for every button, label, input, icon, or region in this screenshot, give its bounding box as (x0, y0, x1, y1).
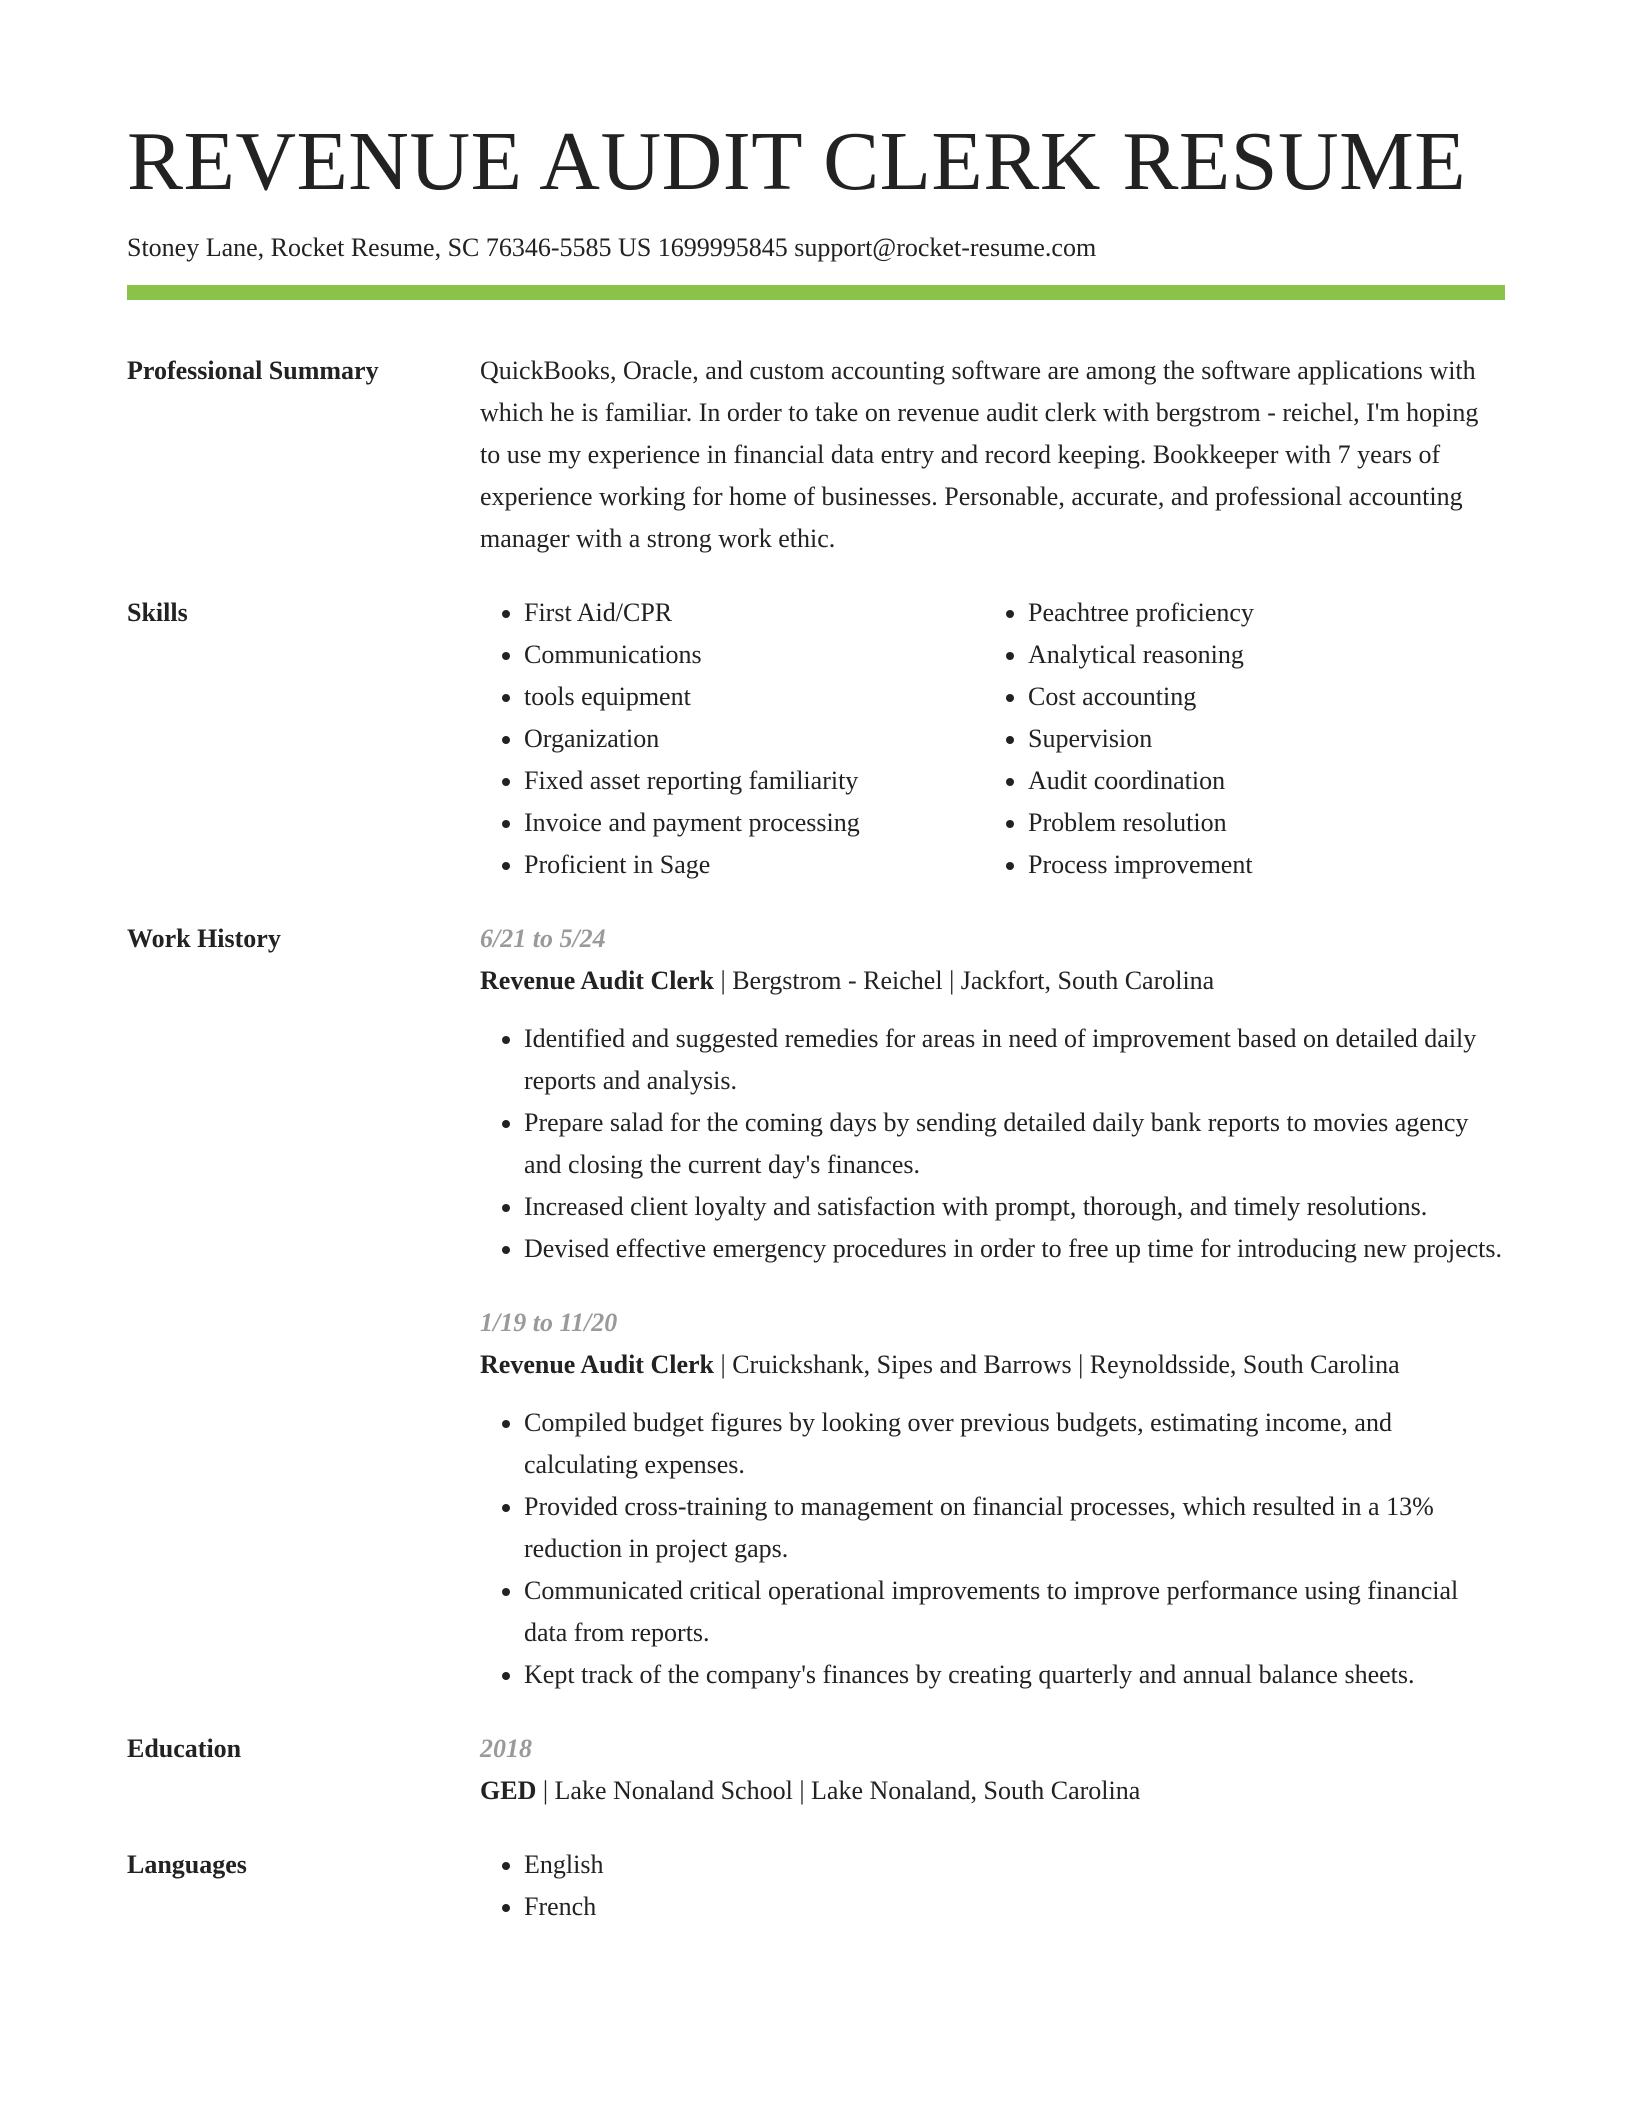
skills-label: Skills (127, 598, 188, 628)
skill-item: • Fixed asset reporting familiarity (524, 760, 984, 802)
skill-item: • Supervision (1028, 718, 1254, 760)
skill-item: • Analytical reasoning (1028, 634, 1254, 676)
job-date: 6/21 to 5/24 (480, 924, 606, 954)
skill-item: • Problem resolution (1028, 802, 1254, 844)
skill-item: • Communications (524, 634, 984, 676)
summary-text: QuickBooks, Oracle, and custom accounting software are among the software applications with which he is familiar. In order to take on revenue audit clerk with bergstrom - reichel, I'm hoping to use my experience in financial data entry and record keeping. Bookkeeper with 7 years of experience working for home of businesses. Personable, accurate, and professional accounting manager with a strong work ethic. (480, 356, 1479, 554)
education-section (127, 1728, 1505, 1812)
skills-list-left (480, 592, 984, 886)
language-item: • English (524, 1844, 1505, 1886)
job-entry (480, 1302, 1505, 1696)
page-title: REVENUE AUDIT CLERK RESUME (127, 115, 1467, 208)
work-history-label: Work History (127, 924, 281, 954)
degree: GED (480, 1776, 537, 1806)
skill-item: • Invoice and payment processing (524, 802, 984, 844)
job-bullets (480, 1402, 1505, 1696)
skill-item: • First Aid/CPR (524, 592, 984, 634)
skill-item: • Cost accounting (1028, 676, 1254, 718)
skill-item: • Organization (524, 718, 984, 760)
job-date: 1/19 to 11/20 (480, 1308, 618, 1338)
job-bullet: • Provided cross-training to management on financial processes, which resulted in a 13% reduction in project gaps. (524, 1486, 1505, 1570)
education-date: 2018 (480, 1734, 532, 1764)
work-history-section (127, 918, 1505, 1696)
summary-label: Professional Summary (127, 356, 379, 386)
skills-list-right (984, 592, 1254, 886)
contact-line: Stoney Lane, Rocket Resume, SC 76346-5585 US 1699995845 support@rocket-resume.com (127, 233, 1097, 263)
job-bullet: • Kept track of the company's finances by creating quarterly and annual balance sheets. (524, 1654, 1505, 1696)
job-bullet: • Identified and suggested remedies for areas in need of improvement based on detailed daily reports and analysis. (524, 1018, 1505, 1102)
job-bullet: • Devised effective emergency procedures in order to free up time for introducing new projects. (524, 1228, 1505, 1270)
skill-item: • Process improvement (1028, 844, 1254, 886)
summary-section (127, 350, 1505, 560)
job-bullet: • Compiled budget figures by looking over previous budgets, estimating income, and calculating expenses. (524, 1402, 1505, 1486)
header-divider (127, 285, 1505, 300)
education-details: | Lake Nonaland School | Lake Nonaland, South Carolina (536, 1776, 1141, 1806)
job-bullets (480, 1018, 1505, 1270)
job-title: Revenue Audit Clerk (480, 966, 714, 996)
languages-label: Languages (127, 1850, 247, 1880)
education-label: Education (127, 1734, 242, 1764)
skills-columns (480, 592, 1505, 886)
job-bullet: • Prepare salad for the coming days by sending detailed daily bank reports to movies agency and closing the current day's finances. (524, 1102, 1505, 1186)
languages-list (480, 1844, 1505, 1928)
skill-item: • Peachtree proficiency (1028, 592, 1254, 634)
languages-section (127, 1844, 1505, 1928)
job-bullet: • Increased client loyalty and satisfaction with prompt, thorough, and timely resolutions. (524, 1186, 1505, 1228)
job-heading (480, 1344, 1505, 1386)
job-details: | Cruickshank, Sipes and Barrows | Reynoldsside, South Carolina (714, 1350, 1400, 1380)
job-details: | Bergstrom - Reichel | Jackfort, South Carolina (714, 966, 1215, 996)
job-heading (480, 960, 1505, 1002)
skill-item: • tools equipment (524, 676, 984, 718)
skill-item: • Proficient in Sage (524, 844, 984, 886)
job-title: Revenue Audit Clerk (480, 1350, 714, 1380)
skills-section (127, 592, 1505, 886)
job-entry (480, 918, 1505, 1270)
education-heading (480, 1770, 1505, 1812)
language-item: • French (524, 1886, 1505, 1928)
skill-item: • Audit coordination (1028, 760, 1254, 802)
job-bullet: • Communicated critical operational improvements to improve performance using financial data from reports. (524, 1570, 1505, 1654)
